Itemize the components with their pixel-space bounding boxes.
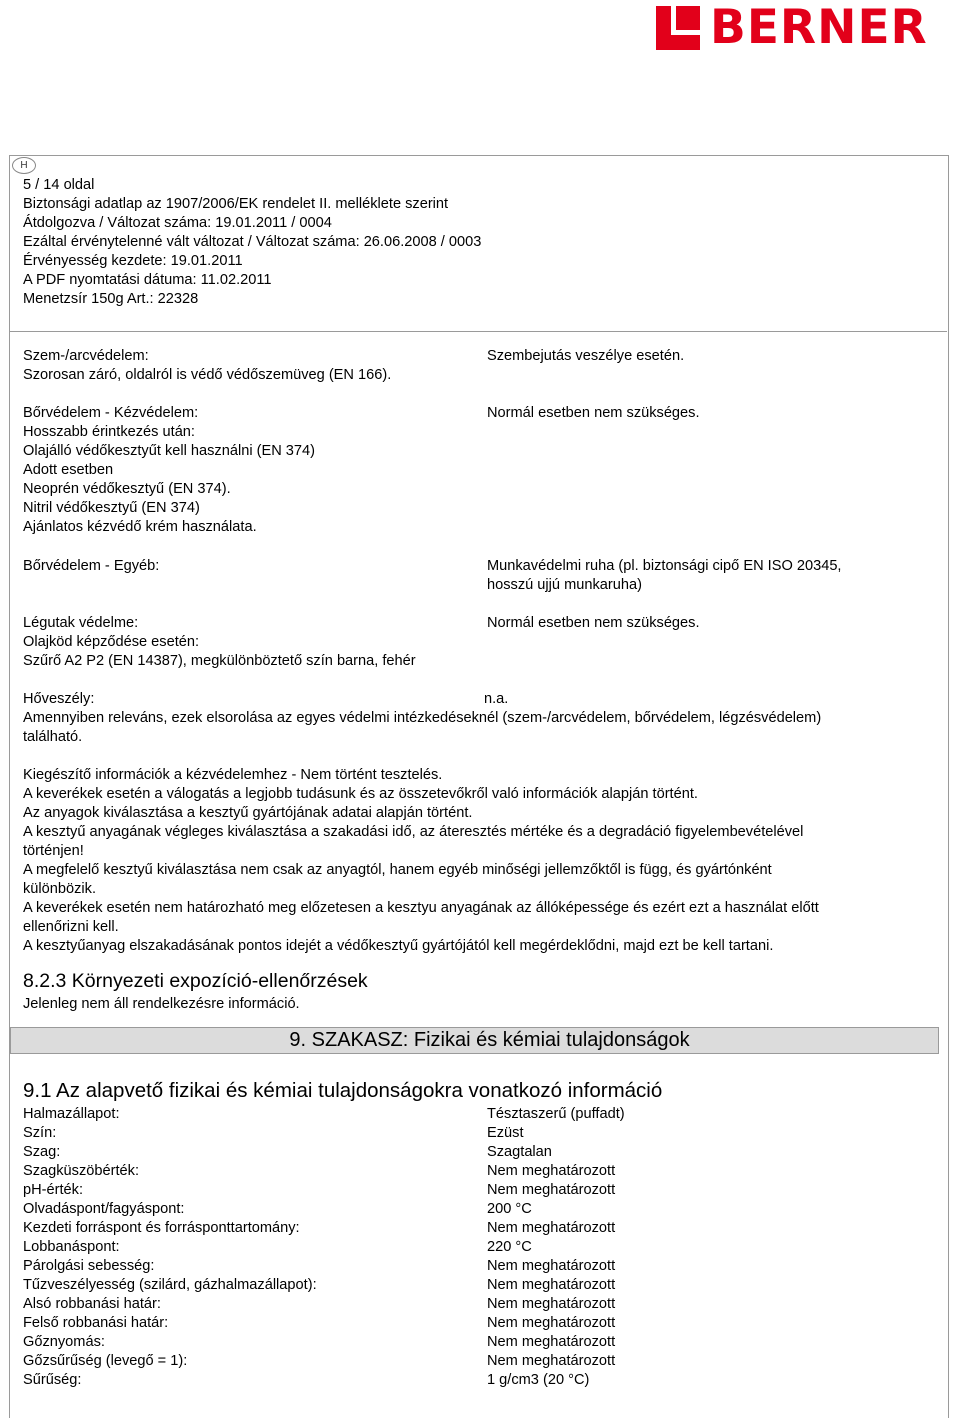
property-label: Tűzveszélyesség (szilárd, gázhalmazállapot): (23, 1277, 317, 1293)
property-value: Nem meghatározott (487, 1258, 616, 1274)
thermal-hazard-label: Hőveszély: (23, 691, 95, 707)
property-value: Ezüst (487, 1125, 524, 1141)
hand-protection-line: Hosszabb érintkezés után: (23, 424, 195, 440)
skin-other-text: hosszú ujjú munkaruha) (487, 577, 642, 593)
eye-protection-text: Szorosan záró, oldalról is védő védőszemüveg (EN 166). (23, 367, 392, 383)
property-value: Szagtalan (487, 1144, 552, 1160)
property-label: Halmazállapot: (23, 1106, 120, 1122)
glove-info-line: Az anyagok kiválasztása a kesztyű gyártójának adatai alapján történt. (23, 805, 473, 821)
berner-logo (656, 0, 956, 55)
property-value: Tésztaszerű (puffadt) (487, 1106, 625, 1122)
property-label: Alsó robbanási határ: (23, 1296, 161, 1312)
glove-info-line: A keverékek esetén nem határozható meg előzetesen a kesztyu anyagának az állóképessége és ezért ezt a használat előtt (23, 900, 819, 916)
hand-protection-line: Adott esetben (23, 462, 114, 478)
property-value: Nem meghatározott (487, 1353, 616, 1369)
section-9-title-bar (10, 1027, 939, 1054)
header-product: Menetzsír 150g Art.: 22328 (23, 291, 199, 307)
thermal-hazard-value: n.a. (484, 691, 509, 707)
env-exposure-text: Jelenleg nem áll rendelkezésre információ. (23, 996, 300, 1012)
property-label: Olvadáspont/fagyáspont: (23, 1201, 185, 1217)
glove-info-line: Kiegészítő információk a kézvédelemhez - Nem történt tesztelés. (23, 767, 443, 783)
language-flag-icon: H (12, 157, 36, 174)
header-print-date: A PDF nyomtatási dátuma: 11.02.2011 (23, 272, 272, 288)
glove-info-line: A kesztyű anyagának végleges kiválasztása a szakadási idő, az áteresztés mértéke és a degradáció figyelembevételével (23, 824, 804, 840)
berner-logo-mark-icon (656, 4, 702, 50)
respiratory-line: Olajköd képződése esetén: (23, 634, 200, 650)
property-value: Nem meghatározott (487, 1182, 616, 1198)
property-label: pH-érték: (23, 1182, 84, 1198)
protection-note: Amennyiben releváns, ezek elsorolása az egyes védelmi intézkedéseknél (szem-/arcvédelem, bőrvédelem, légzésvédelem) (23, 710, 822, 726)
property-value: 220 °C (487, 1239, 532, 1255)
glove-info-line: A kesztyűanyag elszakadásának pontos idejét a védőkesztyű gyártójától kell megérdeklődni, majd ezt be kell tartani. (23, 938, 774, 954)
property-value: Nem meghatározott (487, 1315, 616, 1331)
glove-info-line: ellenőrizni kell. (23, 919, 119, 935)
respiratory-line: Szűrő A2 P2 (EN 14387), megkülönböztető szín barna, fehér (23, 653, 416, 669)
eye-protection-label: Szem-/arcvédelem: (23, 348, 149, 364)
property-label: Párolgási sebesség: (23, 1258, 155, 1274)
property-label: Gőznyomás: (23, 1334, 105, 1350)
property-value: Nem meghatározott (487, 1163, 616, 1179)
protection-note: található. (23, 729, 83, 745)
hand-protection-line: Olajálló védőkesztyűt kell használni (EN 374) (23, 443, 316, 459)
hand-protection-label: Bőrvédelem - Kézvédelem: (23, 405, 199, 421)
property-label: Szín: (23, 1125, 57, 1141)
property-value: Nem meghatározott (487, 1220, 616, 1236)
hand-protection-line: Neoprén védőkesztyű (EN 374). (23, 481, 231, 497)
property-value: Nem meghatározott (487, 1334, 616, 1350)
eye-protection-condition: Szembejutás veszélye esetén. (487, 348, 685, 364)
respiratory-condition: Normál esetben nem szükséges. (487, 615, 700, 631)
hand-protection-line: Nitril védőkesztyű (EN 374) (23, 500, 200, 516)
skin-other-text: Munkavédelmi ruha (pl. biztonsági cipő EN ISO 20345, (487, 558, 842, 574)
header-page-number: 5 / 14 oldal (23, 177, 95, 193)
property-label: Sűrűség: (23, 1372, 82, 1388)
header-revision: Átdolgozva / Változat száma: 19.01.2011 / 0004 (23, 215, 332, 231)
glove-info-line: A keverékek esetén a válogatás a legjobb tudásunk és az összetevőkről való információk alapján történt. (23, 786, 698, 802)
hand-protection-condition: Normál esetben nem szükséges. (487, 405, 700, 421)
skin-other-label: Bőrvédelem - Egyéb: (23, 558, 160, 574)
header-valid-from: Érvényesség kezdete: 19.01.2011 (23, 253, 243, 269)
property-label: Kezdeti forráspont és forrásponttartomány: (23, 1220, 300, 1236)
property-value: Nem meghatározott (487, 1277, 616, 1293)
header-divider (10, 331, 947, 332)
property-label: Szagküszöbérték: (23, 1163, 140, 1179)
property-label: Gőzsűrűség (levegő = 1): (23, 1353, 188, 1369)
property-label: Szag: (23, 1144, 61, 1160)
property-value: 1 g/cm3 (20 °C) (487, 1372, 590, 1388)
glove-info-line: történjen! (23, 843, 84, 859)
env-exposure-heading: 8.2.3 Környezeti expozíció-ellenőrzések (23, 970, 368, 992)
glove-info-line: különbözik. (23, 881, 97, 897)
section-9-1-heading: 9.1 Az alapvető fizikai és kémiai tulajdonságokra vonatkozó információ (23, 1079, 663, 1102)
hand-protection-line: Ajánlatos kézvédő krém használata. (23, 519, 257, 535)
property-label: Felső robbanási határ: (23, 1315, 169, 1331)
logo-text: BERNER (710, 0, 928, 55)
property-value: 200 °C (487, 1201, 532, 1217)
respiratory-label: Légutak védelme: (23, 615, 139, 631)
section-9-title: 9. SZAKASZ: Fizikai és kémiai tulajdonságok (289, 1029, 690, 1051)
header-regulation: Biztonsági adatlap az 1907/2006/EK rendelet II. melléklete szerint (23, 196, 449, 212)
property-label: Lobbanáspont: (23, 1239, 120, 1255)
header-superseded: Ezáltal érvénytelenné vált változat / Változat száma: 26.06.2008 / 0003 (23, 234, 482, 250)
glove-info-line: A megfelelő kesztyű kiválasztása nem csak az anyagtól, hanem egyéb minőségi jellemzőktől is függ, és gyártónként (23, 862, 772, 878)
property-value: Nem meghatározott (487, 1296, 616, 1312)
